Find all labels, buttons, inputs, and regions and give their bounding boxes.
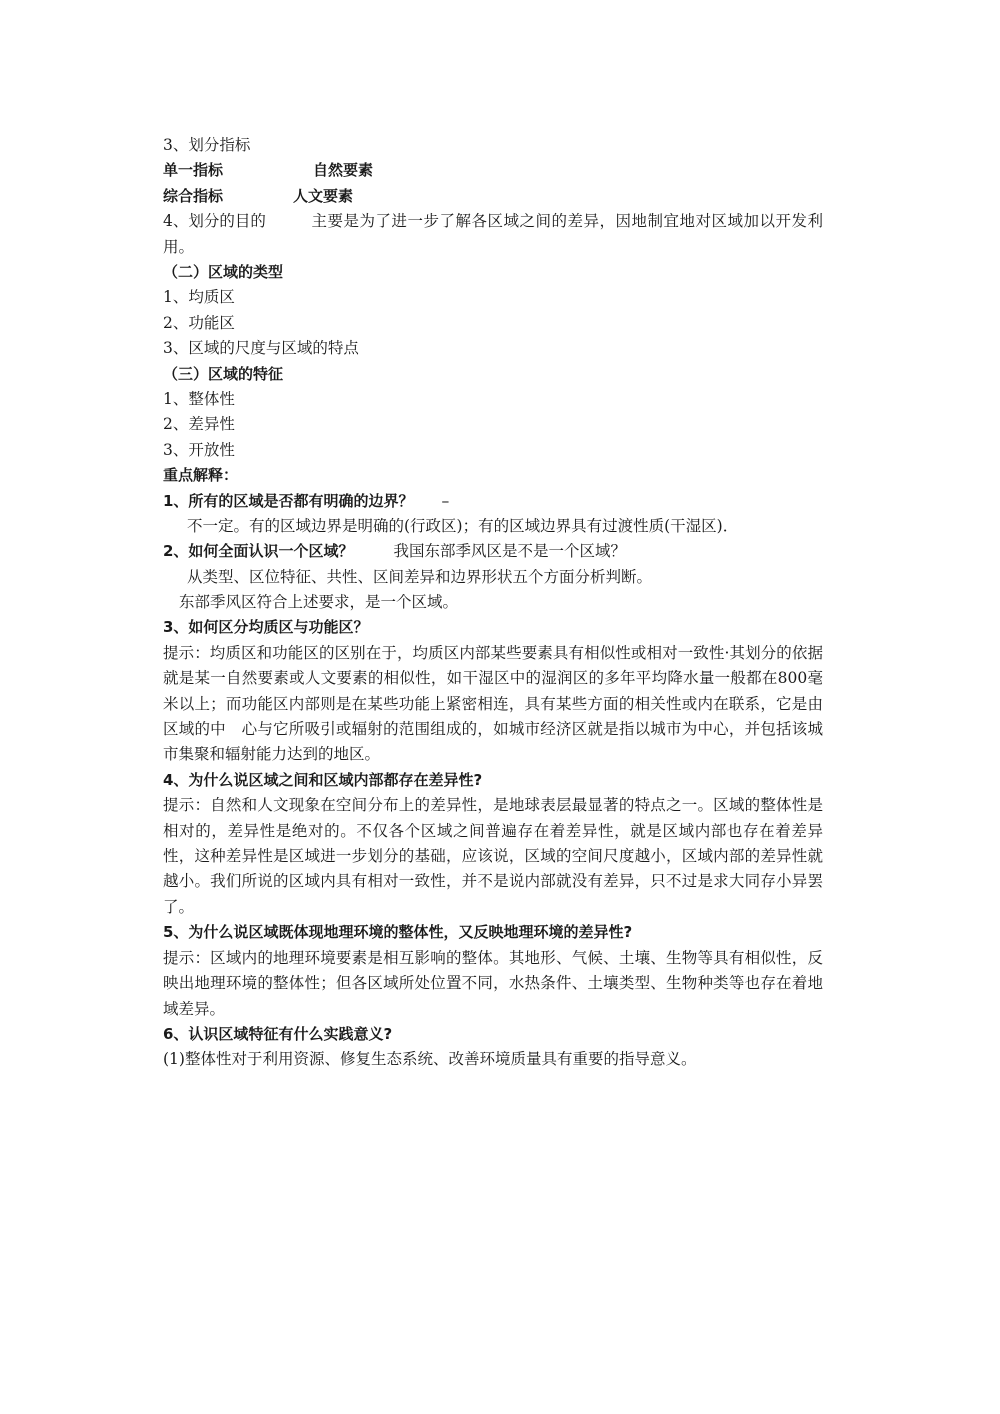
question-1-row xyxy=(163,489,823,514)
question-2-row xyxy=(163,539,823,564)
indicator-row-composite xyxy=(163,184,823,209)
natural-elements-label: 自然要素 xyxy=(313,161,374,180)
list-item-difference: 2、差异性 xyxy=(163,415,235,434)
question-2: 2、如何全面认识一个区域？ xyxy=(163,542,354,561)
question-6: 6、认识区域特征有什么实践意义? xyxy=(163,1024,393,1043)
question-5: 5、为什么说区域既体现地理环境的整体性，又反映地理环境的差异性? xyxy=(163,923,633,942)
composite-indicator-label: 综合指标 xyxy=(163,186,224,205)
answer-2-line-2: 东部季风区符合上述要求，是一个区域。 xyxy=(179,593,459,612)
list-item-functional: 2、功能区 xyxy=(163,313,235,332)
human-elements-label: 人文要素 xyxy=(293,186,354,205)
document-body xyxy=(163,133,823,1073)
answer-4: 提示：自然和人文现象在空间分布上的差异性，是地球表层最显著的特点之一。区域的整体性是相对的，差异性是绝对的。不仅各个区域之间普遍存在着差异性，就是区域内部也存在着差异性，这种差异性是区域进一步划分的基础，应该说，区域的空间尺度越小，区域内部的差异性就越小。我们所说的区域内具有相对一致性，并不是说内部就没有差异，只不过是求大同存小异罢了。 xyxy=(163,796,823,916)
list-item-integrity: 1、整体性 xyxy=(163,389,235,408)
heading-division-indicator: 3、划分指标 xyxy=(163,136,251,154)
list-item-openness: 3、开放性 xyxy=(163,440,235,459)
answer-5: 提示：区域内的地理环境要素是相互影响的整体。其地形、气候、土壤、生物等具有相似性，反映出地理环境的整体性；但各区域所处位置不同，水热条件、土壤类型、生物种类等也存在着地域差异。 xyxy=(163,948,823,1018)
question-2-sub: 我国东部季风区是不是一个区域？ xyxy=(393,542,626,561)
single-indicator-label: 单一指标 xyxy=(163,161,224,180)
division-purpose-paragraph xyxy=(163,209,823,260)
question-3: 3、如何区分均质区与功能区？ xyxy=(163,618,369,637)
list-item-homogeneous: 1、均质区 xyxy=(163,288,235,307)
question-1-dash: – xyxy=(441,491,450,510)
question-4: 4、为什么说区域之间和区域内部都存在差异性? xyxy=(163,770,483,789)
answer-6: (1)整体性对于利用资源、修复生态系统、改善环境质量具有重要的指导意义。 xyxy=(163,1050,697,1069)
section-heading-region-types: （二）区域的类型 xyxy=(163,262,284,281)
answer-2-line-1: 从类型、区位特征、共性、区间差异和边界形状五个方面分析判断。 xyxy=(187,567,653,586)
key-explanation-heading: 重点解释： xyxy=(163,466,239,485)
answer-1: 不一定。有的区域边界是明确的(行政区)；有的区域边界具有过渡性质(干湿区)． xyxy=(187,516,739,535)
answer-3: 提示：均质区和功能区的区别在于，均质区内部某些要素具有相似性或相对一致性·其划分的依据就是某一自然要素或人文要素的相似性，如干湿区中的湿润区的多年平均降水量一般都在800毫米以上；而功能区内部则是在某些功能上紧密相连，具有某些方面的相关性或内在联系，它是由区域的中 心与它所吸引或辐射的范围组成的，如城市经济区就是指以城市为中心，并包括该城市集聚和辐射能力达到的地区。 xyxy=(163,643,823,764)
section-heading-region-features: （三）区域的特征 xyxy=(163,364,284,383)
indicator-row-single xyxy=(163,158,823,183)
list-item-scale: 3、区域的尺度与区域的特点 xyxy=(163,339,359,358)
question-1: 1、所有的区域是否都有明确的边界？ xyxy=(163,491,414,510)
division-purpose-label: 4、划分的目的 xyxy=(163,212,266,231)
division-purpose-text: 主要是为了进一步了解各区域之间的差异，因地制宜地对区域加以开发利用。 xyxy=(163,212,823,256)
